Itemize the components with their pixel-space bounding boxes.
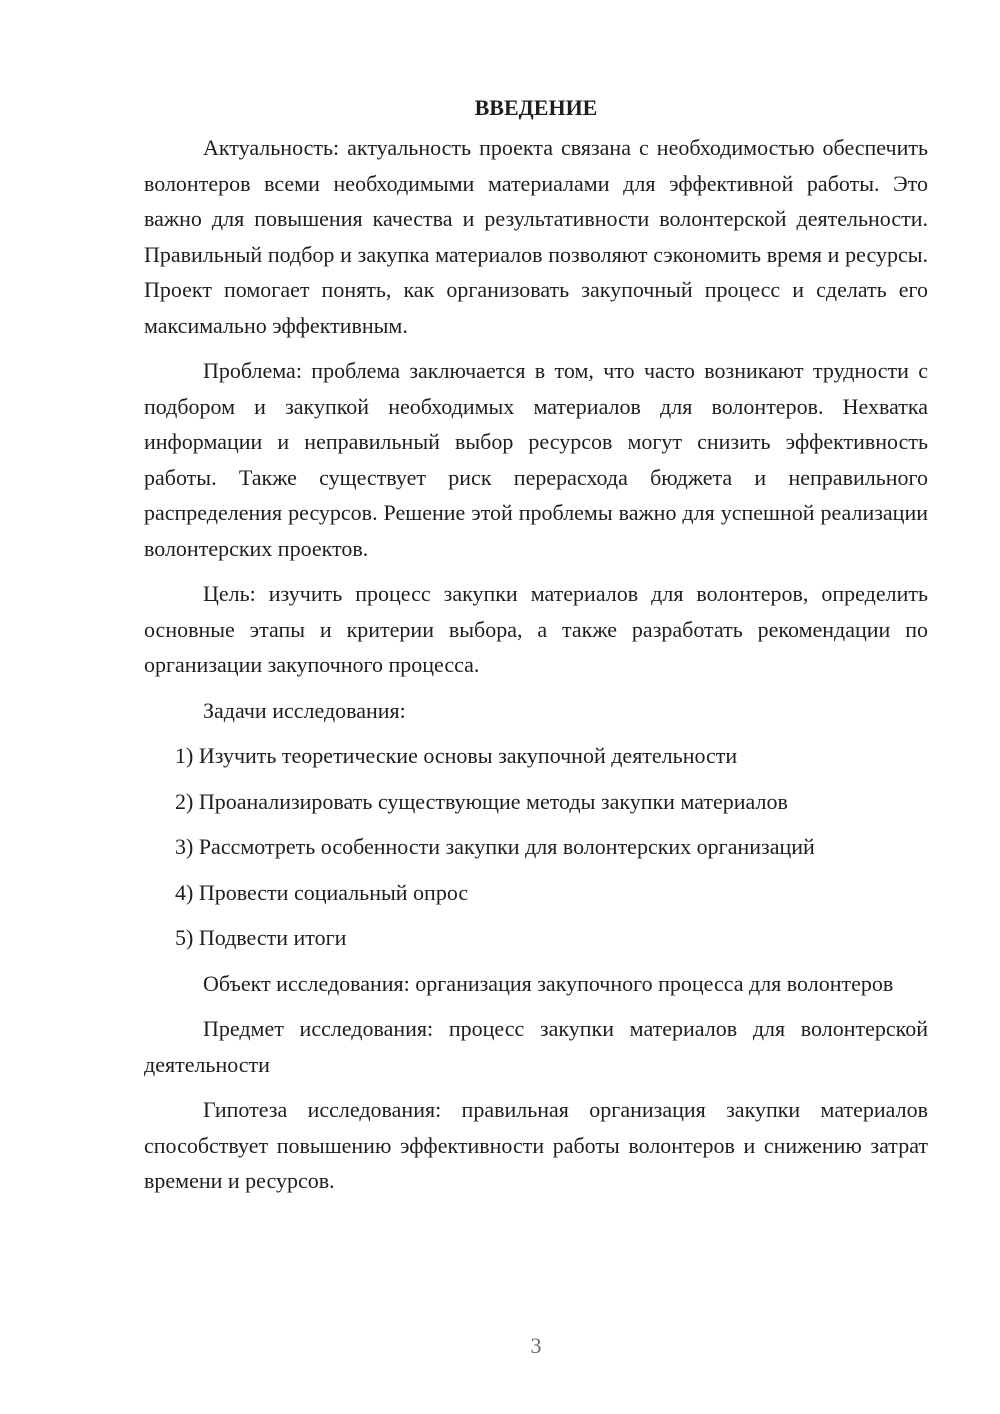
object-paragraph: Объект исследования: организация закупочного процесса для волонтеров (203, 970, 894, 996)
task-item: 1) Изучить теоретические основы закупочной деятельности (175, 743, 738, 768)
subject-paragraph: Предмет исследования: процесс закупки материалов для волонтерской деятельности (144, 1016, 928, 1077)
task-item: 3) Рассмотреть особенности закупки для волонтерских организаций (175, 834, 815, 859)
task-item: 5) Подвести итоги (175, 925, 347, 950)
tasks-heading: Задачи исследования: (203, 697, 406, 723)
task-item: 2) Проанализировать существующие методы закупки материалов (175, 788, 788, 814)
section-title: ВВЕДЕНИЕ (474, 95, 598, 120)
tasks-list (144, 738, 928, 956)
page-number: 3 (530, 1333, 542, 1358)
document-page (144, 90, 928, 1209)
relevance-paragraph: Актуальность: актуальность проекта связана с необходимостью обеспечить волонтеров всеми необходимыми материалами для эффективной работы. Это важно для повышения качества и результативности волонтерской деятельности. Правильный подбор и закупка материалов позволяют сэкономить время и ресурсы. Проект помогает понять, как организовать закупочный процесс и сделать его максимально эффективным. (144, 135, 928, 338)
problem-paragraph: Проблема: проблема заключается в том, что часто возникают трудности с подбором и закупкой необходимых материалов для волонтеров. Нехватка информации и неправильный выбор ресурсов могут снизить эффективность работы. Также существует риск перерасхода бюджета и неправильного распределения ресурсов. Решение этой проблемы важно для успешной реализации волонтерских проектов. (144, 358, 928, 561)
task-item: 4) Провести социальный опрос (175, 879, 469, 905)
hypothesis-paragraph: Гипотеза исследования: правильная организация закупки материалов способствует повышению эффективности работы волонтеров и снижению затрат времени и ресурсов. (144, 1097, 928, 1193)
goal-paragraph: Цель: изучить процесс закупки материалов для волонтеров, определить основные этапы и критерии выбора, а также разработать рекомендации по организации закупочного процесса. (144, 581, 928, 677)
